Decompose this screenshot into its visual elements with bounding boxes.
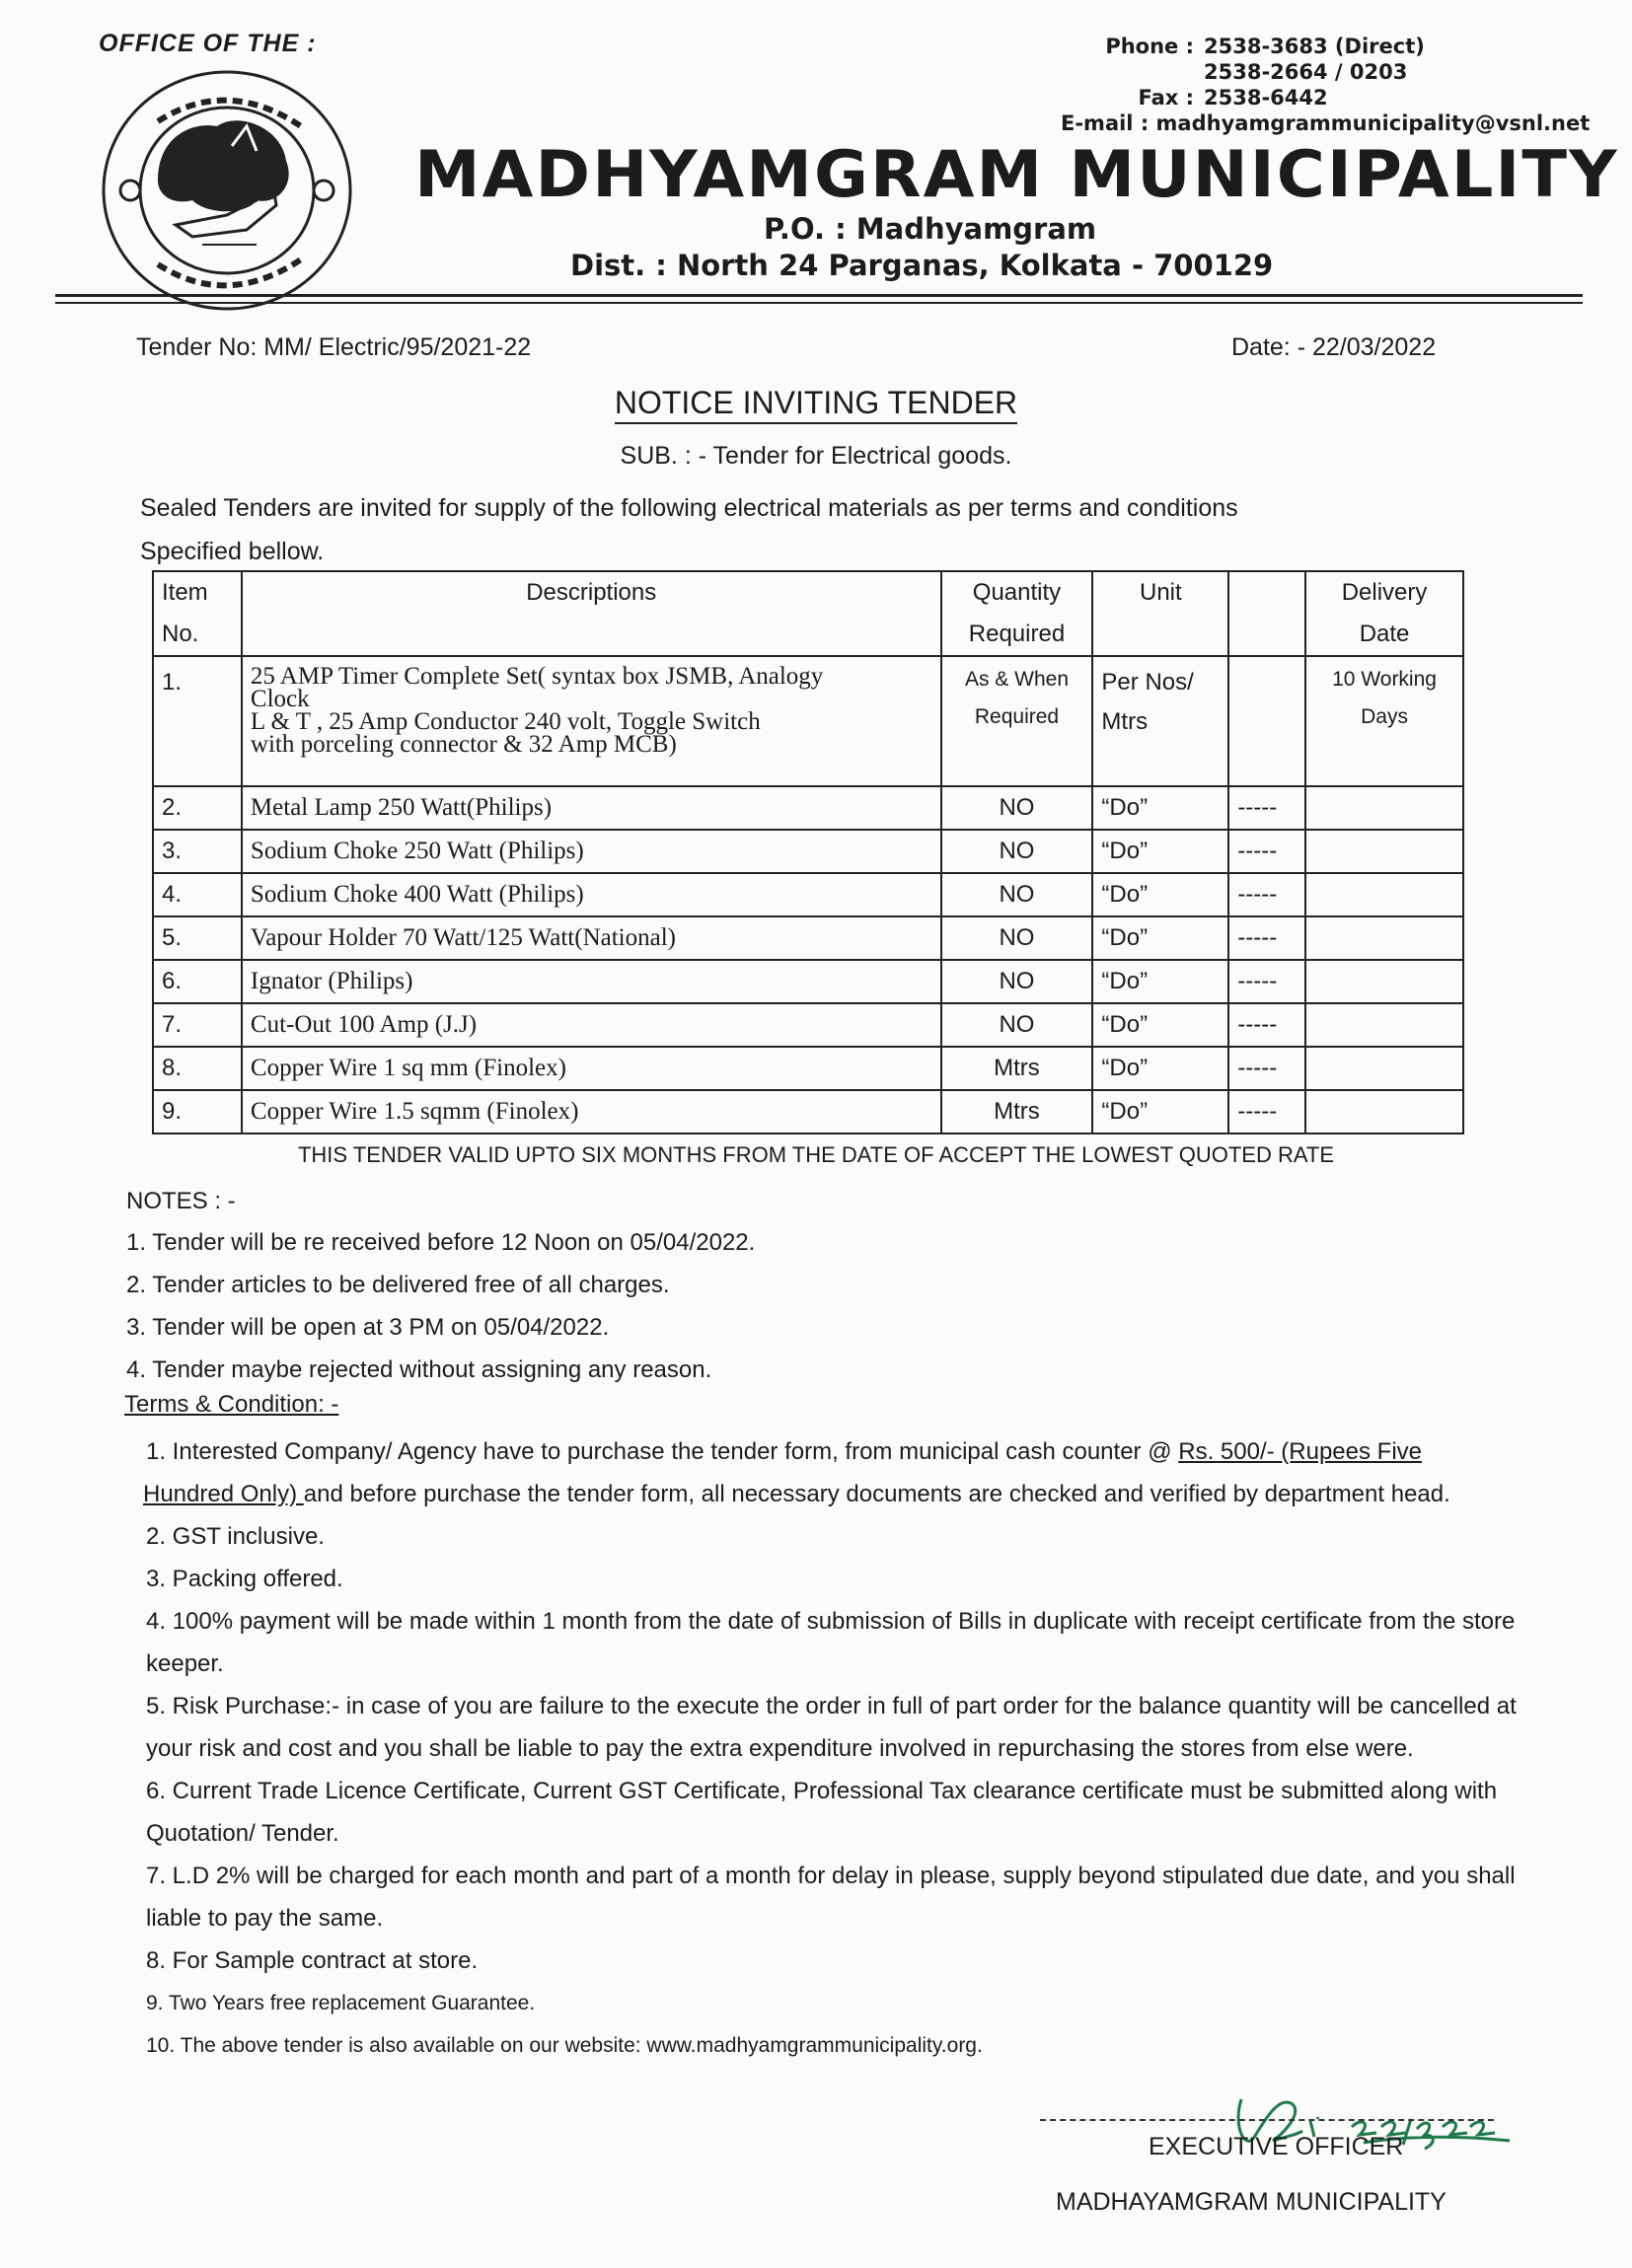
- row-item-no: 5.: [153, 916, 242, 960]
- header-quantity: Quantity Required: [941, 571, 1093, 656]
- row-unit: “Do”: [1092, 960, 1228, 1003]
- row-delivery: [1305, 1090, 1463, 1134]
- table-header-row: [153, 571, 1463, 656]
- header-unit: Unit: [1092, 571, 1228, 656]
- row-item-no: 9.: [153, 1090, 242, 1134]
- header-blank: [1228, 571, 1305, 656]
- table-row: [153, 1047, 1463, 1090]
- phone-number-1: 2538-3683 (Direct): [1204, 35, 1425, 58]
- row-quantity: NO: [941, 830, 1093, 873]
- term-item-5: 5. Risk Purchase:- in case of you are failure to the execute the order in full of part order for the balance quantity will be cancelled at your risk and cost and you shall be liable to pay the extra expenditure involved in repurchasing the stores from else were.: [146, 1693, 1517, 1762]
- table-row: [153, 656, 1463, 786]
- row-quantity: NO: [941, 786, 1093, 830]
- header-rule-top: [55, 294, 1583, 297]
- row-quantity: Mtrs: [941, 1047, 1093, 1090]
- row-description: Sodium Choke 250 Watt (Philips): [242, 830, 941, 873]
- header-item-no: Item No.: [153, 571, 242, 656]
- intro-line-2: Specified bellow.: [140, 538, 325, 565]
- row-extra: -----: [1228, 830, 1305, 873]
- table-row: [153, 873, 1463, 916]
- signatory-office: MADHAYAMGRAM MUNICIPALITY: [1056, 2188, 1447, 2216]
- email-label: E-mail :: [1061, 111, 1150, 135]
- note-item: 2. Tender articles to be delivered free of all charges.: [126, 1272, 670, 1298]
- row-extra: -----: [1228, 1047, 1305, 1090]
- term-item-6: 6. Current Trade Licence Certificate, Current GST Certificate, Professional Tax clearance certificate must be submitted along with Quotation/ Tender.: [146, 1778, 1498, 1847]
- intro-paragraph: [140, 486, 1423, 573]
- terms-heading: Terms & Condition: -: [124, 1391, 339, 1418]
- tender-fee-words: Hundred Only): [143, 1481, 304, 1507]
- terms-list: [143, 1430, 1527, 2067]
- table-rows: [153, 786, 1463, 1134]
- row-item-no: 1.: [153, 656, 242, 786]
- row-delivery: [1305, 960, 1463, 1003]
- tender-number: Tender No: MM/ Electric/95/2021-22: [136, 333, 532, 361]
- signatory-designation: EXECUTIVE OFFICER: [1149, 2133, 1404, 2160]
- notice-title-text: NOTICE INVITING TENDER: [615, 385, 1017, 424]
- items-table: [152, 570, 1464, 1134]
- term-item-1: 1. Interested Company/ Agency have to purchase the tender form, from municipal cash counter @ Rs. 500/- (Rupees Five Hundred Only) and before purchase the tender form, all necessary documents are checked and verified by department head.: [143, 1438, 1450, 1507]
- fax-number: 2538-6442: [1204, 86, 1328, 110]
- header-descriptions: Descriptions: [242, 571, 941, 656]
- row-delivery: 10 Working Days: [1305, 656, 1463, 786]
- row-unit: Per Nos/ Mtrs: [1092, 656, 1228, 786]
- row-item-no: 4.: [153, 873, 242, 916]
- validity-statement: THIS TENDER VALID UPTO SIX MONTHS FROM THE DATE OF ACCEPT THE LOWEST QUOTED RATE: [297, 1142, 1335, 1167]
- row-delivery: [1305, 1003, 1463, 1047]
- note-item: 4. Tender maybe rejected without assigning any reason.: [126, 1356, 712, 1383]
- row-description: 25 AMP Timer Complete Set( syntax box JSMB, Analogy Clock L & T , 25 Amp Conductor 240 volt, Toggle Switch with porceling connector & 32 Amp MCB): [242, 656, 941, 786]
- row-quantity: Mtrs: [941, 1090, 1093, 1134]
- tender-fee: Rs. 500/- (Rupees Five: [1178, 1438, 1423, 1465]
- row-quantity: NO: [941, 960, 1093, 1003]
- note-item: 1. Tender will be re received before 12 Noon on 05/04/2022.: [126, 1229, 756, 1256]
- row-quantity: As & When Required: [941, 656, 1093, 786]
- row-unit: “Do”: [1092, 1047, 1228, 1090]
- term-item-9: 9. Two Years free replacement Guarantee.: [146, 1992, 536, 2014]
- term-item-3: 3. Packing offered.: [146, 1566, 343, 1592]
- row-item-no: 7.: [153, 1003, 242, 1047]
- row-description: Copper Wire 1.5 sqmm (Finolex): [242, 1090, 941, 1134]
- row-quantity: NO: [941, 873, 1093, 916]
- tender-date: Date: - 22/03/2022: [1231, 333, 1437, 361]
- row-description: Metal Lamp 250 Watt(Philips): [242, 786, 941, 830]
- row-description: Cut-Out 100 Amp (J.J): [242, 1003, 941, 1047]
- phone-label-spacer: [1085, 59, 1204, 85]
- table-row: [153, 786, 1463, 830]
- contact-block: [1061, 34, 1591, 136]
- table-row: [153, 830, 1463, 873]
- phone-label: Phone :: [1105, 35, 1194, 58]
- term-item-8: 8. For Sample contract at store.: [146, 1947, 479, 1974]
- header-rule-bottom: [55, 302, 1583, 304]
- row-extra: -----: [1228, 960, 1305, 1003]
- note-item: 3. Tender will be open at 3 PM on 05/04/2022.: [126, 1314, 610, 1341]
- row-delivery: [1305, 873, 1463, 916]
- row-item-no: 3.: [153, 830, 242, 873]
- row-unit: “Do”: [1092, 1003, 1228, 1047]
- notice-title: [0, 385, 1632, 421]
- signature-line: [1040, 2119, 1494, 2121]
- notes-section: [126, 1182, 755, 1391]
- row-delivery: [1305, 1047, 1463, 1090]
- row-unit: “Do”: [1092, 916, 1228, 960]
- table-row: [153, 1003, 1463, 1047]
- district-address: Dist. : North 24 Parganas, Kolkata - 700129: [570, 249, 1274, 282]
- row-extra: -----: [1228, 786, 1305, 830]
- row-delivery: [1305, 830, 1463, 873]
- office-label: OFFICE OF THE :: [99, 30, 317, 57]
- municipality-name: MADHYAMGRAM MUNICIPALITY: [414, 138, 1619, 212]
- term-item-4: 4. 100% payment will be made within 1 month from the date of submission of Bills in duplicate with receipt certificate from the store keeper.: [146, 1608, 1516, 1677]
- row-item-no: 8.: [153, 1047, 242, 1090]
- fax-label: Fax :: [1138, 86, 1194, 110]
- row-delivery: [1305, 786, 1463, 830]
- term-item-10: 10. The above tender is also available on our website: www.madhyamgrammunicipality.org.: [146, 2034, 983, 2057]
- email-address: madhyamgrammunicipality@vsnl.net: [1155, 111, 1591, 135]
- row-quantity: NO: [941, 1003, 1093, 1047]
- row-extra: -----: [1228, 1090, 1305, 1134]
- term-item-7: 7. L.D 2% will be charged for each month and part of a month for delay in please, supply beyond stipulated due date, and you shall liable to pay the same.: [146, 1863, 1516, 1932]
- table-row: [153, 960, 1463, 1003]
- tender-subject: SUB. : - Tender for Electrical goods.: [620, 442, 1012, 470]
- row-description: Vapour Holder 70 Watt/125 Watt(National): [242, 916, 941, 960]
- row-unit: “Do”: [1092, 873, 1228, 916]
- row-extra: -----: [1228, 916, 1305, 960]
- row-quantity: NO: [941, 916, 1093, 960]
- row-description: Sodium Choke 400 Watt (Philips): [242, 873, 941, 916]
- row-delivery: [1305, 916, 1463, 960]
- row-extra: -----: [1228, 1003, 1305, 1047]
- post-office: P.O. : Madhyamgram: [764, 212, 1097, 246]
- row-unit: “Do”: [1092, 786, 1228, 830]
- row-description: Ignator (Philips): [242, 960, 941, 1003]
- row-unit: “Do”: [1092, 830, 1228, 873]
- row-extra: [1228, 656, 1305, 786]
- table-row: [153, 1090, 1463, 1134]
- row-extra: -----: [1228, 873, 1305, 916]
- row-unit: “Do”: [1092, 1090, 1228, 1134]
- intro-line-1: Sealed Tenders are invited for supply of the following electrical materials as per terms and conditions: [140, 494, 1238, 522]
- row-item-no: 2.: [153, 786, 242, 830]
- phone-number-2: 2538-2664 / 0203: [1204, 60, 1408, 84]
- term-item-2: 2. GST inclusive.: [146, 1523, 325, 1550]
- notes-heading: NOTES : -: [126, 1188, 236, 1214]
- row-item-no: 6.: [153, 960, 242, 1003]
- row-description: Copper Wire 1 sq mm (Finolex): [242, 1047, 941, 1090]
- table-row: [153, 916, 1463, 960]
- header-delivery: Delivery Date: [1305, 571, 1463, 656]
- municipality-seal-logo: [99, 67, 355, 314]
